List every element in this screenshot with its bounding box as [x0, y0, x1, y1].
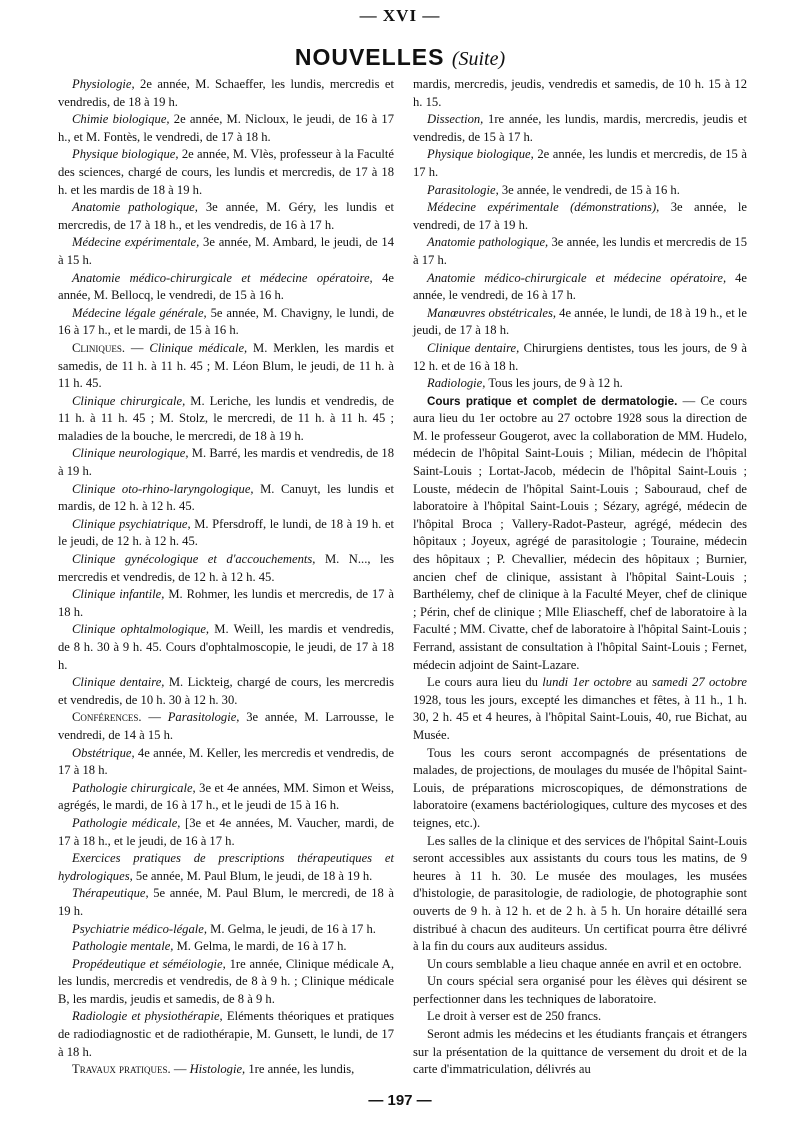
course-subject: Pathologie chirurgicale,: [72, 780, 196, 795]
paragraph: [58, 445, 394, 480]
course-subject: Thérapeutique,: [72, 886, 149, 901]
paragraph-text: 1re année, Clinique médicale A, les lundis, mercredis et vendredis, de 8 à 9 h. ; Clinique médicale B, les mardis, jeudis et samedis, de 8 à 9 h.: [58, 956, 394, 1006]
course-subject: Clinique dentaire,: [72, 675, 165, 690]
paragraph: [413, 199, 747, 234]
course-subject: Anatomie pathologique,: [427, 235, 549, 250]
paragraph-text: 3e année, le vendredi, de 17 à 19 h.: [413, 200, 747, 232]
paragraph-text: 5e année, M. Paul Blum, le jeudi, de 18 à 19 h.: [132, 868, 373, 883]
paragraph: [413, 973, 747, 1008]
paragraph: [413, 1026, 747, 1079]
course-subject: lundi 1er octobre: [542, 675, 632, 690]
paragraph: [58, 516, 394, 551]
paragraph-text: Un cours spécial sera organisé pour les élèves qui désirent se perfectionner dans les techniques de laboratoire.: [413, 974, 747, 1006]
left-column: [58, 76, 394, 1079]
paragraph: [413, 745, 747, 833]
paragraph-text: 4e année, M. Keller, les mercredis et vendredis, de 17 à 18 h.: [58, 745, 394, 778]
course-subject: Clinique infantile,: [72, 587, 165, 602]
course-subject: Clinique chirurgicale,: [72, 393, 186, 408]
paragraph: [58, 340, 394, 393]
paragraph-text: — Ce cours aura lieu du 1er octobre au 27 octobre 1928 sous la direction de M. le professeur Gougerot, avec la collaboration de MM. Hudelo, médecin de l'hôpital Saint-Louis ; Milian, médecin de l'hôpital Saint-Louis ; Lortat-Jacob, médecin de l'hôpital Saint-Louis ; Louste, médecin de l'hôpital Saint-Louis ; Sabouraud, chef de laboratoire à l'hôpital Saint-Louis ; Sézary, agrégé, médecin de l'hôpital Broca ; Vallery-Radot-Pasteur, agrégé, médecin des hôpitaux ; Joyeux, agrégé de parasitologie ; Touraine, médecin des hôpitaux ; P. Chevallier, médecin des hôpitaux ; Burnier, ancien chef de clinique, assistant à l'hôpital Saint-Louis ; Barthélemy, chef de clinique à la Faculté Meyer, chef de clinique ; Périn, chef de clinique ; Mlle Eliascheff, chef de laboratoire à la Faculté ; MM. Civatte, chef de laboratoire à l'hôpital Saint-Louis ; Ferrand, assistant de consultation à l'hôpital Saint-Louis ; Fernet, médecin adjoint de Saint-Lazare.: [413, 393, 747, 672]
course-subject: Clinique ophtalmologique,: [72, 622, 210, 637]
course-subject: Psychiatrie médico-légale,: [72, 921, 207, 936]
course-subject: Physique biologique,: [427, 147, 534, 162]
paragraph-text: M. Canuyt, les lundis et mardis, de 12 h. à 12 h. 45.: [58, 481, 394, 514]
course-subject: Clinique médicale,: [149, 340, 248, 355]
paragraph: [58, 745, 394, 780]
paragraph: [58, 270, 394, 305]
paragraph: [413, 1008, 747, 1026]
paragraph-text: 3e année, M. Géry, les lundis et mercredis, de 17 à 18 h., et les vendredis, de 16 à 17 h.: [58, 200, 394, 232]
paragraph-text: Chirurgiens dentistes, tous les jours, de 9 à 12 h. et de 16 à 18 h.: [413, 340, 747, 373]
paragraph: [58, 709, 394, 744]
course-subject: Physiologie,: [72, 77, 135, 91]
paragraph: [58, 815, 394, 850]
paragraph: [58, 76, 394, 111]
paragraph-text: au: [631, 675, 653, 690]
paragraph: [58, 1008, 394, 1061]
paragraph: [413, 833, 747, 956]
paragraph-text: Tous les jours, de 9 à 12 h.: [485, 376, 623, 391]
paragraph-text: 3e et 4e années, MM. Simon et Weiss, agrégés, le mardi, de 16 à 17 h., et le jeudi de 15 à 16 h.: [58, 780, 394, 813]
paragraph-text: Le cours aura lieu du: [427, 675, 543, 690]
course-subject: Médecine légale générale,: [72, 305, 207, 320]
course-subject: Radiologie,: [427, 376, 486, 391]
course-subject: Clinique psychiatrique,: [72, 516, 191, 531]
course-subject: Parasitologie,: [167, 710, 240, 725]
paragraph: [413, 305, 747, 340]
paragraph-text: 3e année, le vendredi, de 15 à 16 h.: [498, 182, 680, 197]
course-subject: Dissection,: [427, 112, 484, 127]
page-title: [0, 44, 800, 71]
paragraph-text: Un cours semblable a lieu chaque année en avril et en octobre.: [427, 956, 742, 971]
paragraph-text: Seront admis les médecins et les étudiants français et étrangers sur la présentation de la quittance de versement du droit et de la carte d'immatriculation, délivrés au: [413, 1027, 747, 1077]
course-subject: Chimie biologique,: [72, 112, 170, 127]
paragraph-text: Le droit à verser est de 250 francs.: [427, 1009, 602, 1024]
paragraph-text: M. Merklen, les mardis et samedis, de 11 h. à 11 h. 45 ; M. Léon Blum, le jeudi, de 11 h. à 11 h. 45.: [58, 340, 394, 391]
paragraph: [413, 111, 747, 146]
paragraph: [58, 850, 394, 885]
paragraph-text: Tous les cours seront accompagnés de présentations de malades, de projections, de moulages du musée de l'hôpital Saint-Louis, de préparations microscopiques, de démonstrations de laboratoire (examens bactériologiques, culture des mycoses et des teignes, etc.).: [413, 745, 747, 830]
course-subject: Physique biologique,: [72, 147, 179, 162]
paragraph: [58, 111, 394, 146]
paragraph: [413, 146, 747, 181]
section-heading: Travaux pratiques.: [72, 1062, 171, 1077]
paragraph-text: mardis, mercredis, jeudis, vendredis et samedis, de 10 h. 15 à 12 h. 15.: [413, 77, 747, 109]
paragraph: [58, 234, 394, 269]
course-subject: Exercices pratiques de prescriptions thérapeutiques et hydrologiques,: [58, 851, 394, 883]
paragraph: [58, 621, 394, 674]
course-subject: Manœuvres obstétricales,: [427, 305, 556, 320]
paragraph: [58, 393, 394, 446]
paragraph: [58, 305, 394, 340]
paragraph: [58, 1061, 394, 1079]
paragraph-text: M. Lickteig, chargé de cours, les mercredis et vendredis, de 10 h. 30 à 12 h. 30.: [58, 675, 394, 707]
paragraph: [413, 674, 747, 744]
paragraph-text: 1re année, les lundis, mardis, mercredis, jeudis et vendredis, de 15 à 17 h.: [413, 112, 747, 144]
paragraph-text: 2e année, M. Nicloux, le jeudi, de 16 à 17 h., et M. Fontès, le vendredi, de 17 à 18 h.: [58, 112, 394, 144]
paragraph: [58, 481, 394, 516]
paragraph: [58, 938, 394, 956]
right-column: [413, 76, 747, 1079]
paragraph: [413, 375, 747, 393]
course-subject: Médecine expérimentale (démonstrations),: [427, 200, 660, 215]
paragraph-text: M. N..., les mercredis et vendredis, de 12 h. à 12 h. 45.: [58, 552, 394, 584]
paragraph-text: 3e année, M. Ambard, le jeudi, de 14 à 15 h.: [58, 235, 394, 267]
paragraph: [413, 270, 747, 305]
paragraph: [58, 780, 394, 815]
paragraph: [413, 234, 747, 269]
course-subject: Clinique gynécologique et d'accouchements,: [72, 552, 316, 567]
course-heading: Cours pratique et complet de dermatologie.: [427, 394, 678, 408]
paragraph-text: M. Barré, les mardis et vendredis, de 18 à 19 h.: [58, 446, 394, 479]
page-number: — 197 —: [368, 1092, 432, 1109]
paragraph-text: 3e année, M. Larrousse, le vendredi, de 14 à 15 h.: [58, 710, 395, 742]
course-subject: Clinique oto-rhino-laryngologique,: [72, 481, 254, 496]
paragraph-text: 3e année, les lundis et mercredis de 15 à 17 h.: [413, 235, 747, 267]
paragraph-text: M. Weill, les mardis et vendredis, de 8 h. 30 à 9 h. 45. Cours d'ophtalmoscopie, le jeudi, de 17 à 18 h.: [58, 622, 395, 672]
paragraph-text: M. Gelma, le jeudi, de 16 à 17 h.: [206, 921, 376, 936]
title-main: NOUVELLES: [294, 44, 445, 70]
course-subject: Anatomie médico-chirurgicale et médecine opératoire,: [427, 270, 727, 285]
paragraph: [58, 146, 394, 199]
paragraph: [58, 921, 394, 939]
paragraph: [58, 551, 394, 586]
paragraph: [58, 956, 394, 1009]
paragraph: [413, 182, 747, 200]
course-subject: Clinique neurologique,: [72, 446, 189, 461]
paragraph-text: 4e année, le vendredi, de 16 à 17 h.: [413, 270, 747, 303]
paragraph-text: 5e année, M. Paul Blum, le mercredi, de 18 à 19 h.: [58, 886, 394, 918]
paragraph: [58, 885, 394, 920]
paragraph: [413, 340, 747, 375]
course-subject: Propédeutique et séméiologie,: [72, 956, 226, 971]
title-suite: (Suite): [451, 48, 506, 70]
paragraph-text: 2e année, M. Vlès, professeur à la Faculté des sciences, chargé de cours, les lundis et mercredis, de 17 à 18 h. et les mardis de 18 à 19 h.: [58, 147, 394, 197]
course-subject: Anatomie pathologique,: [72, 200, 198, 215]
paragraph-text: 2e année, M. Schaeffer, les lundis, mercredis et vendredis, de 18 à 19 h.: [58, 77, 394, 109]
paragraph: [58, 586, 394, 621]
course-subject: Parasitologie,: [427, 182, 499, 197]
paragraph-text: 1re année, les lundis,: [245, 1062, 355, 1077]
paragraph-text: —: [141, 710, 168, 725]
paragraph-text: M. Leriche, les lundis et vendredis, de 11 h. à 11 h. 45 ; M. Stolz, le mercredi, de 11 h. à 11 h. 45 ; maladies de la bouche, le mercredi, de 18 à 19 h.: [58, 393, 394, 443]
course-subject: Anatomie médico-chirurgicale et médecine opératoire,: [72, 270, 373, 285]
paragraph-text: M. Rohmer, les lundis et mercredis, de 17 à 18 h.: [58, 587, 394, 619]
paragraph: [413, 393, 747, 675]
course-subject: Radiologie et physiothérapie,: [72, 1009, 223, 1024]
paragraph-text: Eléments théoriques et pratiques de radiodiagnostic et de radiothérapie, M. Gunsett, le lundi, de 17 à 18 h.: [58, 1009, 395, 1059]
paragraph-text: M. Gelma, le mardi, de 16 à 17 h.: [173, 939, 347, 954]
paragraph-text: 1928, tous les jours, excepté les dimanches et fêtes, à 11 h., 1 h. 30, 2 h. 45 et 4 heures, à l'hôpital Saint-Louis, 40, rue Bichat, au Musée.: [413, 692, 747, 742]
paragraph: [58, 199, 394, 234]
paragraph-text: 2e année, les lundis et mercredis, de 15 à 17 h.: [413, 147, 747, 179]
section-heading: Conférences.: [72, 710, 142, 725]
section-heading: Cliniques.: [72, 340, 126, 355]
paragraph-text: [3e et 4e années, M. Vaucher, mardi, de 17 à 18 h., et le jeudi, de 16 à 17 h.: [58, 815, 394, 848]
course-subject: Clinique dentaire,: [427, 340, 520, 355]
paragraph: [413, 76, 747, 111]
course-subject: Médecine expérimentale,: [72, 235, 200, 250]
paragraph-text: M. Pfersdroff, le lundi, de 18 à 19 h. et le jeudi, de 12 h. à 12 h. 45.: [58, 516, 394, 549]
paragraph-text: 4e année, M. Bellocq, le vendredi, de 15 à 16 h.: [58, 270, 394, 303]
course-subject: Histologie,: [189, 1062, 246, 1077]
paragraph-text: —: [125, 340, 150, 355]
course-subject: Obstétrique,: [72, 745, 135, 760]
paragraph-text: —: [170, 1062, 190, 1077]
paragraph-text: 4e année, le lundi, de 18 à 19 h., et le jeudi, de 17 à 18 h.: [413, 305, 748, 338]
paragraph-text: 5e année, M. Chavigny, le lundi, de 16 à 17 h., et le mardi, de 15 à 16 h.: [58, 305, 394, 338]
paragraph-text: Les salles de la clinique et des services de l'hôpital Saint-Louis seront accessibles aux assistants du cours tous les matins, de 9 heures à 11 h. 30. Le musée des moulages, les musées d'histologie, de parasitologie, de radiologie, de photographie sont ouverts de 9 h. à 12 h. et de 2 h. à 5 h. Un horaire détaillé sera distribué à chacun des auditeurs. Un certificat pourra être délivré à la fin du cours aux auditeurs assidus.: [413, 833, 747, 954]
course-subject: Pathologie médicale,: [72, 815, 181, 830]
paragraph: [58, 674, 394, 709]
emphasis-text: samedi 27 octobre: [652, 675, 748, 690]
roman-page-number: — XVI —: [359, 6, 441, 25]
paragraph: [413, 956, 747, 974]
course-subject: Pathologie mentale,: [72, 939, 174, 954]
